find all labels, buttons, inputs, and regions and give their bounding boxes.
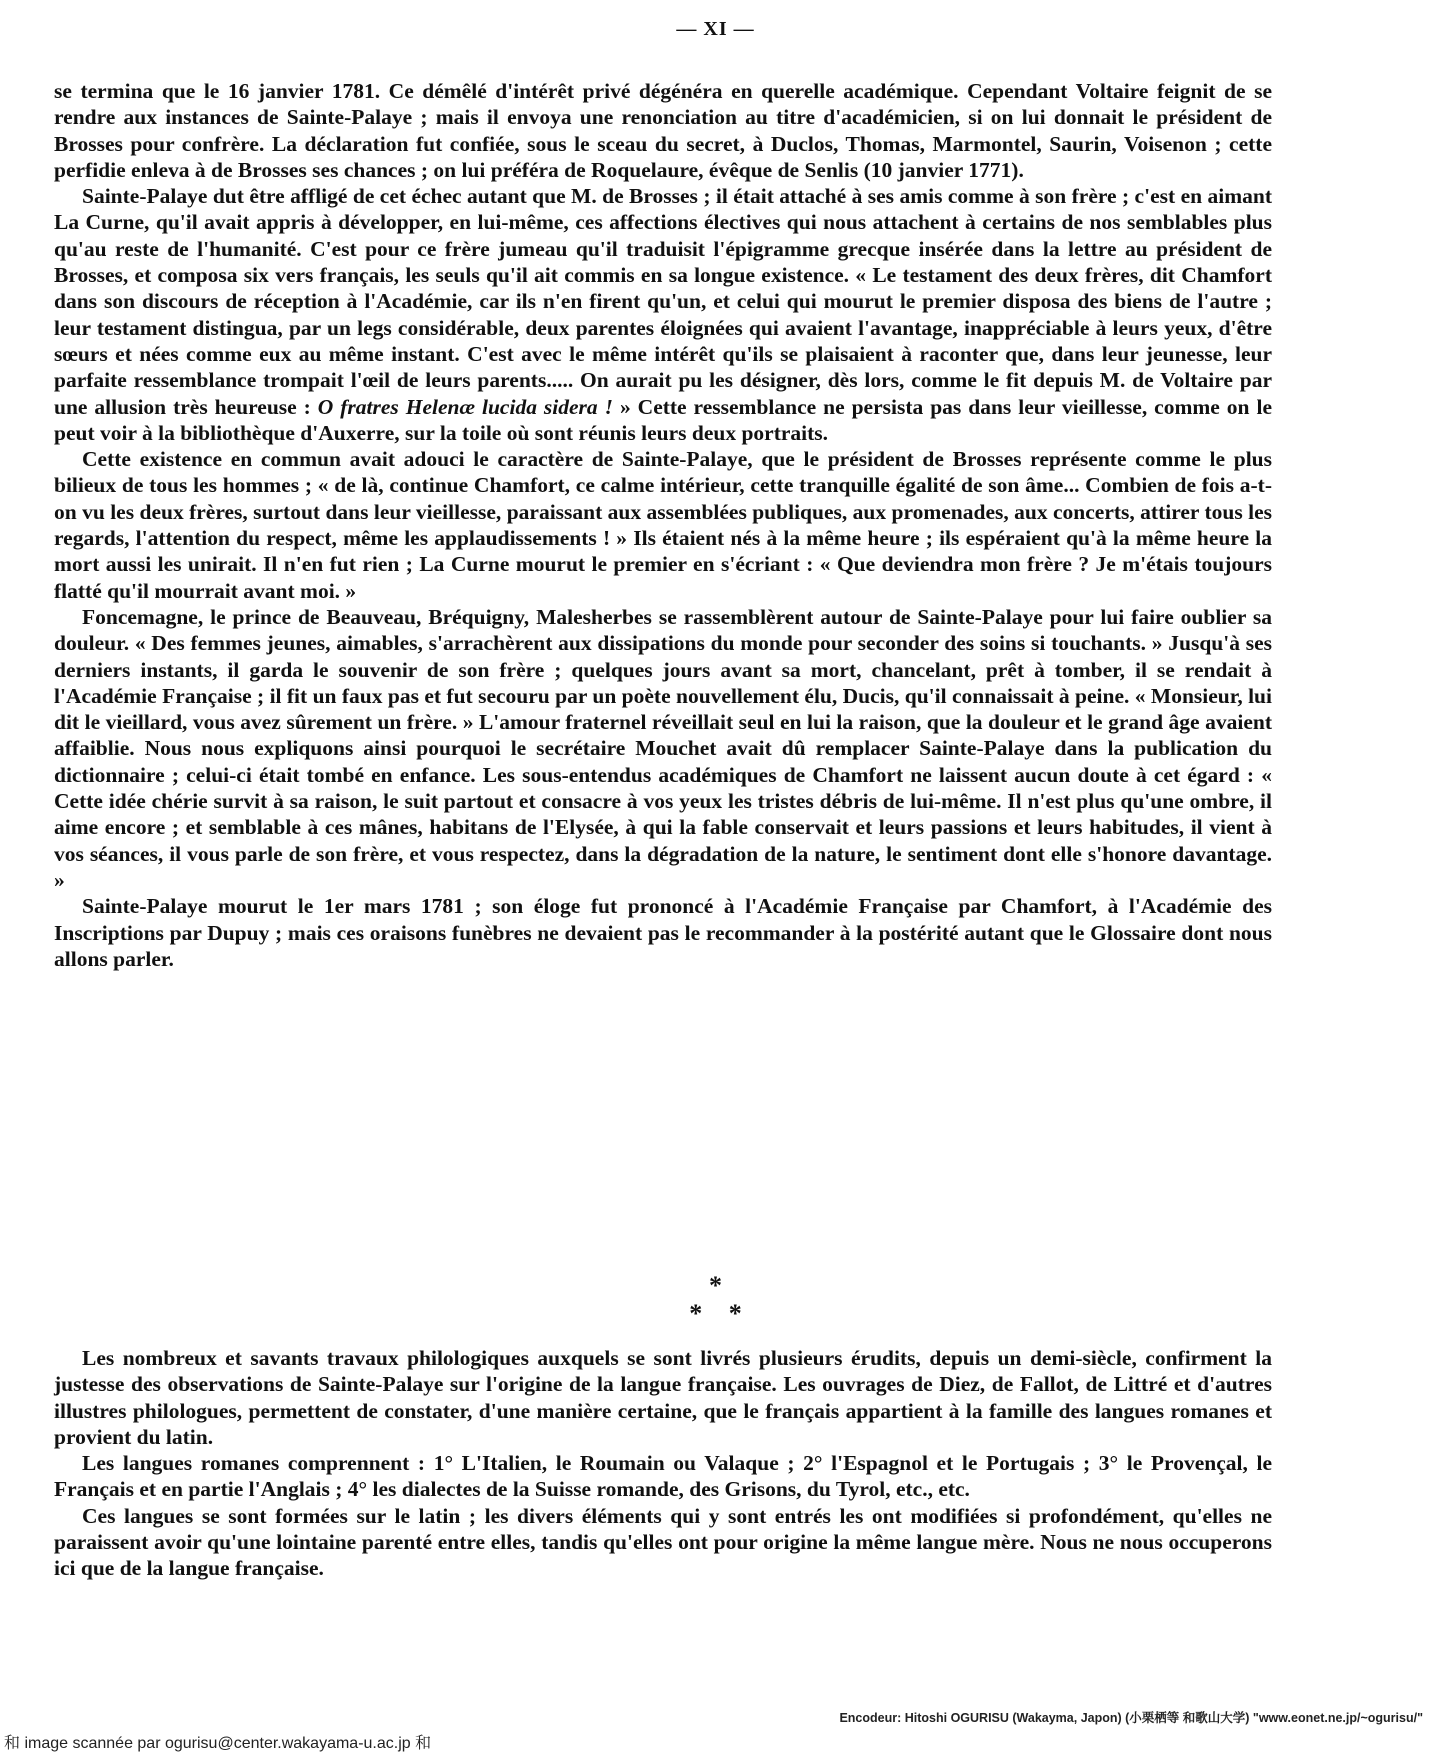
- paragraph: Les nombreux et savants travaux philologiques auxquels se sont livrés plusieurs érudits, depuis un demi-siècle, confirment la justesse des observations de Sainte-Palaye sur l'origine de la langue française. Les ouvrages de Diez, de Fallot, de Littré et d'autres illustres philologues, permettent de constater, d'une manière certaine, que le français appartient à la famille des langues romanes et provient du latin.: [54, 1346, 1272, 1449]
- asterism-stars-bottom: * *: [689, 1299, 752, 1328]
- body-text-section-2: [54, 1345, 1272, 1582]
- paragraph: Sainte-Palaye mourut le 1er mars 1781 ; son éloge fut prononcé à l'Académie Française par Chamfort, à l'Académie des Inscriptions par Dupuy ; mais ces oraisons funèbres ne devaient pas le recommander à la postérité autant que le Glossaire dont nous allons parler.: [54, 894, 1272, 971]
- paragraph: Sainte-Palaye dut être affligé de cet échec autant que M. de Brosses ; il était attaché à ses amis comme à son frère ; c'est en aimant La Curne, qu'il avait appris à développer, en lui-même, ces affections électives qui nous attachent à certains de nos semblables plus qu'au reste de l'humanité. C'est pour ce frère jumeau qu'il traduisit l'épigramme grecque insérée dans la lettre au président de Brosses, et composa six vers français, les seuls qu'il ait commis en sa longue existence. « Le testament des deux frères, dit Chamfort dans son discours de réception à l'Académie, car ils n'en firent qu'un, et celui qui mourut le premier disposa des biens de l'autre ; leur testament distingua, par un legs considérable, deux parentes éloignées qui avaient l'avantage, inappréciable à leurs yeux, d'être sœurs et nées comme eux au même instant. C'est avec le même intérêt qu'ils se plaisaient à raconter que, dans leur jeunesse, leur parfaite ressemblance trompait l'œil de leurs parents..... On aurait pu les désigner, dès lors, comme le fit depuis M. de Voltaire par une allusion très heureuse : O fratres Helenæ lucida sidera ! » Cette ressemblance ne persista pas dans leur vieillesse, comme on le peut voir à la bibliothèque d'Auxerre, sur la toile où sont réunis leurs deux portraits.: [54, 184, 1272, 445]
- scan-credit: 和 image scannée par ogurisu@center.wakayama-u.ac.jp 和: [4, 1735, 432, 1752]
- paragraph: Ces langues se sont formées sur le latin ; les divers éléments qui y sont entrés les ont modifiées si profondément, qu'elles ne paraissent avoir qu'une lointaine parenté entre elles, tandis qu'elles ont pour origine la même langue mère. Nous ne nous occuperons ici que de la langue française.: [54, 1503, 1272, 1581]
- page-number: — XI —: [676, 18, 755, 40]
- paragraph: Les langues romanes comprennent : 1° L'Italien, le Roumain ou Valaque ; 2° l'Espagnol et le Portugais ; 3° le Provençal, le Français et en partie l'Anglais ; 4° les dialectes de la Suisse romande, des Grisons, du Tyrol, etc., etc.: [54, 1451, 1272, 1502]
- encoder-credit: Encodeur: Hitoshi OGURISU (Wakayma, Japon) (小栗栖等 和歌山大学) "www.eonet.ne.jp/~ogurisu/": [839, 1711, 1423, 1725]
- paragraph: Cette existence en commun avait adouci le caractère de Sainte-Palaye, que le président de Brosses représente comme le plus bilieux de tous les hommes ; « de là, continue Chamfort, ce calme intérieur, cette tranquille égalité de son âme... Combien de fois a-t-on vu les deux frères, surtout dans leur vieillesse, paraissant aux assemblées publiques, aux promenades, aux concerts, attirer tous les regards, l'attention du respect, même les applaudissements ! » Ils étaient nés à la même heure ; ils espéraient qu'à la même heure la mort aussi les unirait. Il n'en fut rien ; La Curne mourut le premier en s'écriant : « Que deviendra mon frère ? Je m'étais toujours flatté qu'il mourrait avant moi. »: [54, 447, 1272, 603]
- body-text-section-1: [54, 78, 1272, 972]
- section-divider-asterism: [0, 1272, 1431, 1328]
- paragraph: Foncemagne, le prince de Beauveau, Bréquigny, Malesherbes se rassemblèrent autour de Sainte-Palaye pour lui faire oublier sa douleur. « Des femmes jeunes, aimables, s'arrachèrent aux dissipations du monde pour seconder des soins si touchants. » Jusqu'à ses derniers instants, il garda le souvenir de son frère ; quelques jours avant sa mort, chancelant, prêt à tomber, il se rendait à l'Académie Française ; il fit un faux pas et fut secouru par un poète nouvellement élu, Ducis, qu'il connaissait à peine. « Monsieur, lui dit le vieillard, vous avez sûrement un frère. » L'amour fraternel réveillait seul en lui la raison, que la douleur et le grand âge avaient affaiblie. Nous nous expliquons ainsi pourquoi le secrétaire Mouchet avait dû remplacer Sainte-Palaye dans la publication du dictionnaire ; celui-ci était tombé en enfance. Les sous-entendus académiques de Chamfort ne laissent aucun doute à cet égard : « Cette idée chérie survit à sa raison, le suit partout et consacre à vos yeux les tristes débris de lui-même. Il n'est plus qu'une ombre, il aime encore ; et semblable à ces mânes, habitans de l'Elysée, à qui la fable conservait et leurs passions et leurs habitudes, il vient à vos séances, il vous parle de son frère, et vous respectez, dans la dégradation de la nature, le sentiment dont elle s'honore davantage. »: [54, 604, 1272, 892]
- paragraph: se termina que le 16 janvier 1781. Ce démêlé d'intérêt privé dégénéra en querelle académique. Cependant Voltaire feignit de se rendre aux instances de Sainte-Palaye ; mais il envoya une renonciation au titre d'académicien, si on lui donnait le président de Brosses pour confrère. La déclaration fut confiée, sous le sceau du secret, à Duclos, Thomas, Marmontel, Saurin, Voisenon ; cette perfidie enleva à de Brosses ses chances ; on lui préféra de Roquelaure, évêque de Senlis (10 janvier 1771).: [54, 79, 1272, 182]
- latin-quotation: O fratres Helenæ lucida sidera !: [317, 394, 613, 419]
- asterism-star-top: *: [709, 1271, 722, 1300]
